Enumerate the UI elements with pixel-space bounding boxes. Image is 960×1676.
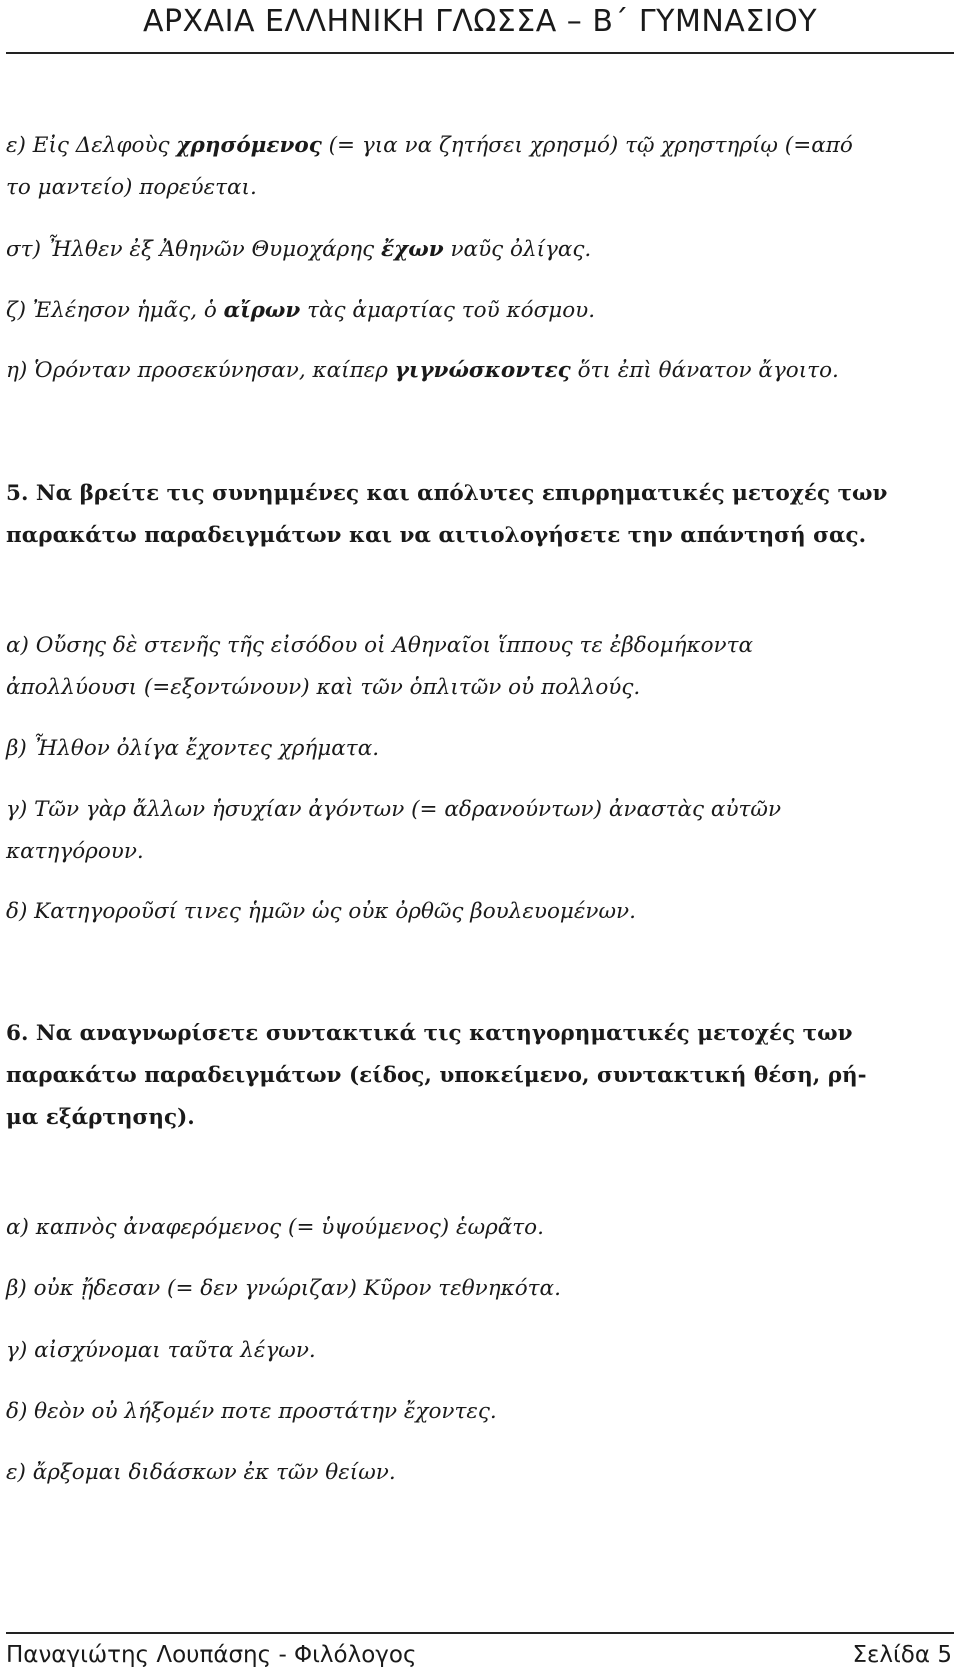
example-5a-line2: ἀπολλύουσι (=εξοντώνουν) καὶ τῶν ὁπλιτῶν οὐ πολλούς. bbox=[6, 675, 641, 700]
example-4st bbox=[6, 236, 591, 264]
example-4h bbox=[6, 357, 839, 385]
header-rule bbox=[6, 52, 954, 54]
example-text: ε) Εἰς Δελφοὺς bbox=[6, 133, 177, 158]
example-text: ζ) Ἐλέησον ἡμᾶς, ὁ bbox=[6, 298, 224, 323]
example-6b: β) οὐκ ᾔδεσαν (= δεν γνώριζαν) Κῦρον τεθνηκότα. bbox=[6, 1276, 561, 1301]
example-4z bbox=[6, 297, 595, 325]
example-text: ὅτι ἐπὶ θάνατον ἄγοιτο. bbox=[570, 358, 839, 383]
footer-page-number: Σελίδα 5 bbox=[852, 1642, 952, 1668]
example-4e-line1 bbox=[6, 132, 853, 160]
question-6-line1: 6. Να αναγνωρίσετε συντακτικά τις κατηγορηματικές μετοχές των bbox=[6, 1021, 853, 1046]
example-5d: δ) Κατηγοροῦσί τινες ἡμῶν ὡς οὐκ ὀρθῶς βουλευομένων. bbox=[6, 899, 636, 924]
question-6-line2: παρακάτω παραδειγμάτων (είδος, υποκείμενο, συντακτική θέση, ρή- bbox=[6, 1063, 867, 1088]
question-5-line2: παρακάτω παραδειγμάτων και να αιτιολογήσετε την απάντησή σας. bbox=[6, 523, 867, 548]
example-text: (= για να ζητήσει χρησμό) τῷ χρηστηρίῳ (=από bbox=[321, 133, 853, 158]
participle-highlight: ἔχων bbox=[381, 237, 444, 262]
example-4e-line2: το μαντείο) πορεύεται. bbox=[6, 175, 257, 200]
example-5a-line1: α) Οὔσης δὲ στενῆς τῆς εἰσόδου οἱ Αθηναῖοι ἵππους τε ἐβδομήκοντα bbox=[6, 633, 754, 658]
example-5c-line1: γ) Τῶν γὰρ ἄλλων ἡσυχίαν ἀγόντων (= αδρανούντων) ἀναστὰς αὐτῶν bbox=[6, 797, 782, 822]
example-text: στ) Ἦλθεν ἐξ Ἀθηνῶν Θυμοχάρης bbox=[6, 237, 382, 262]
footer-author: Παναγιώτης Λουπάσης - Φιλόλογος bbox=[6, 1642, 417, 1668]
footer-rule bbox=[6, 1632, 954, 1634]
question-5-line1: 5. Να βρείτε τις συνημμένες και απόλυτες επιρρηματικές μετοχές των bbox=[6, 481, 888, 506]
participle-highlight: γιγνώσκοντες bbox=[394, 358, 571, 383]
example-5b: β) Ἦλθον ὀλίγα ἔχοντες χρήματα. bbox=[6, 736, 380, 761]
example-text: τὰς ἁμαρτίας τοῦ κόσμου. bbox=[300, 298, 596, 323]
example-5c-line2: κατηγόρουν. bbox=[6, 839, 144, 864]
example-6d: δ) θεὸν οὐ λήξομέν ποτε προστάτην ἔχοντες. bbox=[6, 1399, 497, 1424]
example-text: η) Ὁρόνταν προσεκύνησαν, καίπερ bbox=[6, 358, 395, 383]
example-6c: γ) αἰσχύνομαι ταῦτα λέγων. bbox=[6, 1338, 316, 1363]
page-header-title: ΑΡΧΑΙΑ ΕΛΛΗΝΙΚΗ ΓΛΩΣΣΑ – Β΄ ΓΥΜΝΑΣΙΟΥ bbox=[142, 4, 818, 39]
question-6-line3: μα εξάρτησης). bbox=[6, 1105, 195, 1130]
example-6e: ε) ἄρξομαι διδάσκων ἐκ τῶν θείων. bbox=[6, 1460, 396, 1485]
example-6a: α) καπνὸς ἀναφερόμενος (= ὑψούμενος) ἑωρᾶτο. bbox=[6, 1215, 544, 1240]
example-text: ναῦς ὀλίγας. bbox=[443, 237, 592, 262]
participle-highlight: χρησόμενος bbox=[176, 133, 322, 158]
participle-highlight: αἴρων bbox=[223, 298, 301, 323]
page-header bbox=[0, 0, 960, 52]
